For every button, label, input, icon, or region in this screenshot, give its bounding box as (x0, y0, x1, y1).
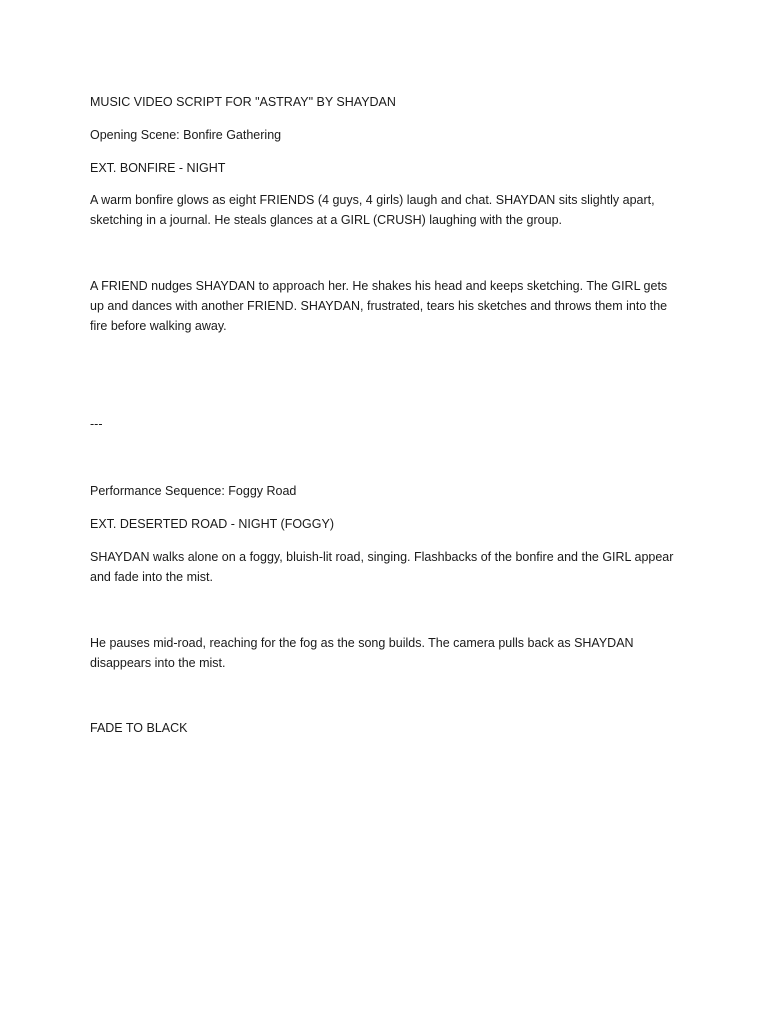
ending-direction: FADE TO BLACK (90, 721, 188, 735)
scene-1-slugline: EXT. BONFIRE - NIGHT (90, 161, 226, 175)
scene-2-heading: Performance Sequence: Foggy Road (90, 484, 297, 498)
scene-1-paragraph-2: A FRIEND nudges SHAYDAN to approach her. He shakes his head and keeps sketching. The GIRL gets up and dances with another FRIEND. SHAYDAN, frustrated, tears his sketches and throws them into the fire before walking away. (90, 279, 668, 333)
script-title: MUSIC VIDEO SCRIPT FOR "ASTRAY" BY SHAYDAN (90, 95, 396, 109)
section-separator: --- (90, 417, 103, 431)
scene-2-paragraph-1: SHAYDAN walks alone on a foggy, bluish-lit road, singing. Flashbacks of the bonfire and the GIRL appear and fade into the mist. (90, 550, 674, 584)
scene-2-paragraph-2: He pauses mid-road, reaching for the fog as the song builds. The camera pulls back as SHAYDAN disappears into the mist. (90, 636, 634, 670)
scene-1-heading: Opening Scene: Bonfire Gathering (90, 128, 282, 142)
scene-2-slugline: EXT. DESERTED ROAD - NIGHT (FOGGY) (90, 517, 335, 531)
scene-1-paragraph-1: A warm bonfire glows as eight FRIENDS (4 guys, 4 girls) laugh and chat. SHAYDAN sits slightly apart, sketching in a journal. He steals glances at a GIRL (CRUSH) laughing with the group. (90, 193, 655, 227)
